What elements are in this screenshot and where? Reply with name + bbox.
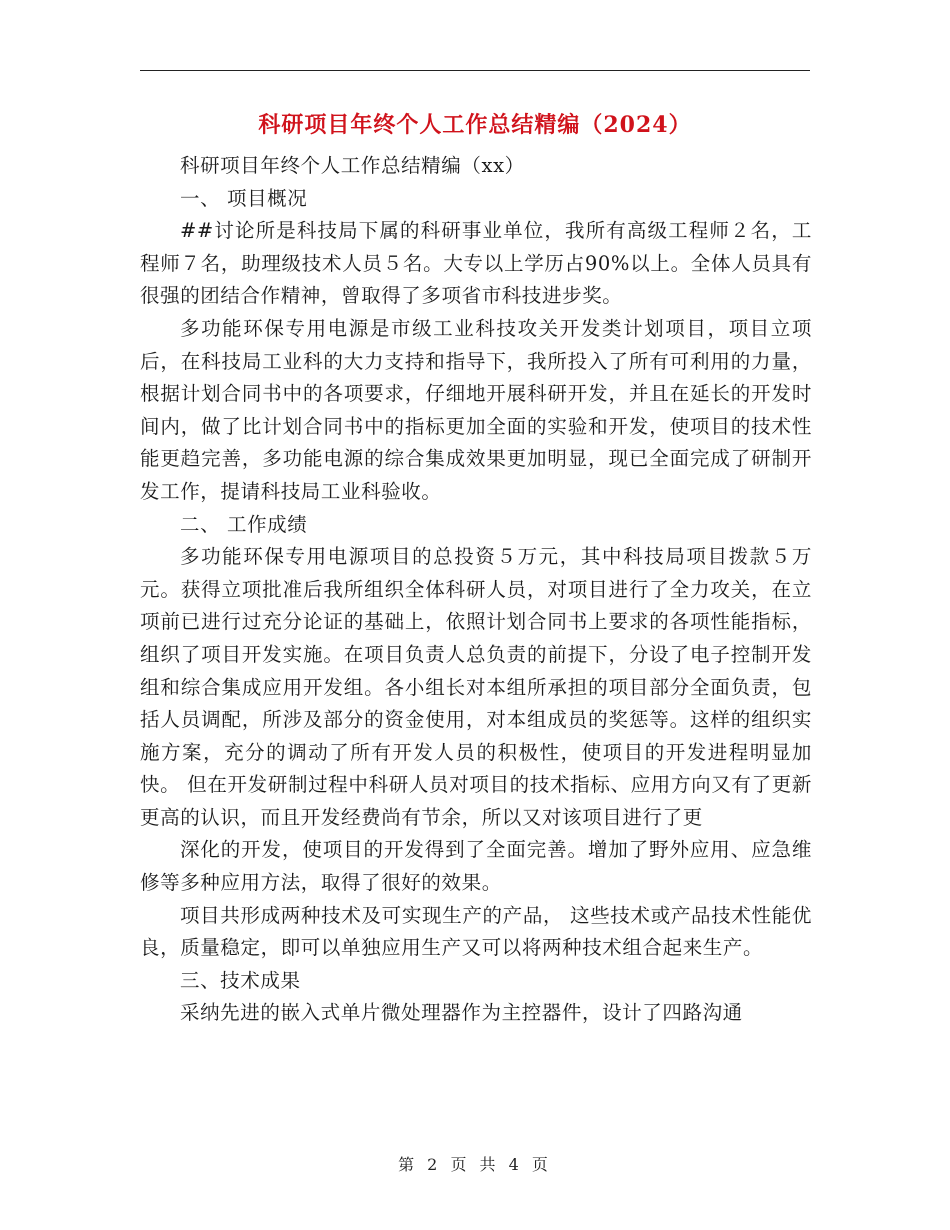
header-rule (140, 70, 810, 71)
subtitle-paragraph: 科研项目年终个人工作总结精编（xx） (179, 154, 525, 177)
document-title: 科研项目年终个人工作总结精编（2024） (258, 112, 692, 138)
body-paragraph: 多功能环保专用电源项目的总投资５万元，其中科技局项目拨款５万元。获得立项批准后我所组织全体科研人员，对项目进行了全力攻关，在立项前已进行过充分论证的基础上，依照计划合同书上要求的各项性能指标，组织了项目开发实施。在项目负责人总负责的前提下，分设了电子控制开发组和综合集成应用开发组。各小组长对本组所承担的项目部分全面负责，包括人员调配，所涉及部分的资金使用，对本组成员的奖惩等。这样的组织实施方案，充分的调动了所有开发人员的积极性，使项目的开发进程明显加快。 但在开发研制过程中科研人员对项目的技术指标、应用方向又有了更新更高的认识，而且开发经费尚有节余，所以又对该项目进行了更 (140, 545, 812, 829)
body-paragraph: 项目共形成两种技术及可实现生产的产品， 这些技术或产品技术性能优良，质量稳定，即可以单独应用生产又可以将两种技术组合起来生产。 (140, 903, 812, 960)
document-body (140, 150, 812, 1030)
body-paragraph: ##讨论所是科技局下属的科研事业单位，我所有高级工程师２名，工程师７名，助理级技术人员５名。大专以上学历占90%以上。全体人员具有很强的团结合作精神，曾取得了多项省市科技进步奖。 (140, 219, 812, 308)
body-paragraph: 多功能环保专用电源是市级工业科技攻关开发类计划项目，项目立项后，在科技局工业科的大力支持和指导下，我所投入了所有可利用的力量，根据计划合同书中的各项要求，仔细地开展科研开发，并且在延长的开发时间内，做了比计划合同书中的指标更加全面的实验和开发，使项目的技术性能更趋完善，多功能电源的综合集成效果更加明显，现已全面完成了研制开发工作，提请科技局工业科验收。 (140, 316, 812, 503)
section-heading-results: 三、技术成果 (179, 968, 301, 992)
body-paragraph: 采纳先进的嵌入式单片微处理器作为主控器件，设计了四路沟通 (179, 1001, 743, 1025)
section-heading-achievements: 二、 工作成绩 (179, 512, 308, 536)
body-paragraph: 深化的开发，使项目的开发得到了全面完善。增加了野外应用、应急维修等多种应用方法，取得了很好的效果。 (140, 838, 812, 895)
section-heading-overview: 一、 项目概况 (179, 186, 308, 210)
page-number-footer: 第 2 页 共 4 页 (398, 1155, 552, 1174)
